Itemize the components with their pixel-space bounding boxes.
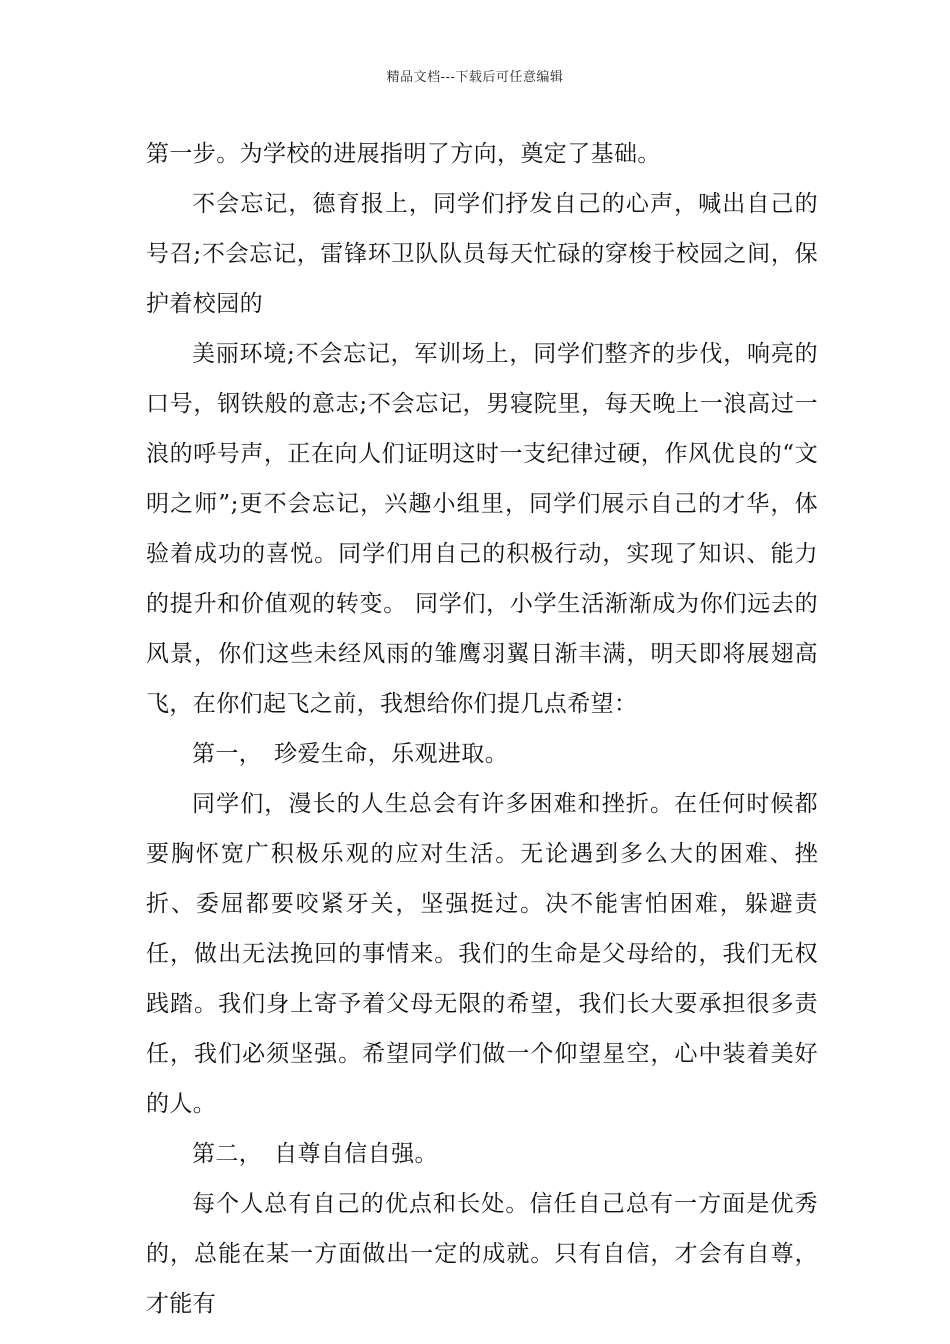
paragraph-5: 每个人总有自己的优点和长处。信任自己总有一方面是优秀的，总能在某一方面做出一定的成就。只有自信，才会有自尊，才能有 — [146, 1191, 818, 1317]
paragraph-2: 不会忘记，德育报上，同学们抒发自己的心声，喊出自己的号召;不会忘记，雷锋环卫队队员每天忙碌的穿梭于校园之间，保护着校园的 — [146, 191, 818, 317]
page-header: 精品文档---下载后可任意编辑 — [386, 70, 564, 85]
document-body — [146, 129, 818, 1329]
section-heading-1: 第一， 珍爱生命，乐观进取。 — [192, 741, 509, 767]
paragraph-4: 同学们，漫长的人生总会有许多困难和挫折。在任何时候都要胸怀宽广积极乐观的应对生活。无论遇到多么大的困难、挫折、委屈都要咬紧牙关，坚强挺过。决不能害怕困难，躲避责任，做出无法挽回的事情来。我们的生命是父母给的，我们无权践踏。我们身上寄予着父母无限的希望，我们长大要承担很多责任，我们必须坚强。希望同学们做一个仰望星空，心中装着美好的人。 — [146, 791, 818, 1117]
paragraph-1: 第一步。为学校的进展指明了方向，奠定了基础。 — [146, 141, 661, 167]
paragraph-3: 美丽环境;不会忘记，军训场上，同学们整齐的步伐，响亮的口号，钢铁般的意志;不会忘记，男寝院里，每天晚上一浪高过一浪的呼号声，正在向人们证明这时一支纪律过硬，作风优良的“文明之师”;更不会忘记，兴趣小组里，同学们展示自己的才华，体验着成功的喜悦。同学们用自己的积极行动，实现了知识、能力的提升和价值观的转变。 同学们，小学生活渐渐成为你们远去的风景，你们这些未经风雨的雏鹰羽翼日渐丰满，明天即将展翅高飞，在你们起飞之前，我想给你们提几点希望： — [146, 341, 818, 717]
section-heading-2: 第二， 自尊自信自强。 — [192, 1141, 438, 1167]
